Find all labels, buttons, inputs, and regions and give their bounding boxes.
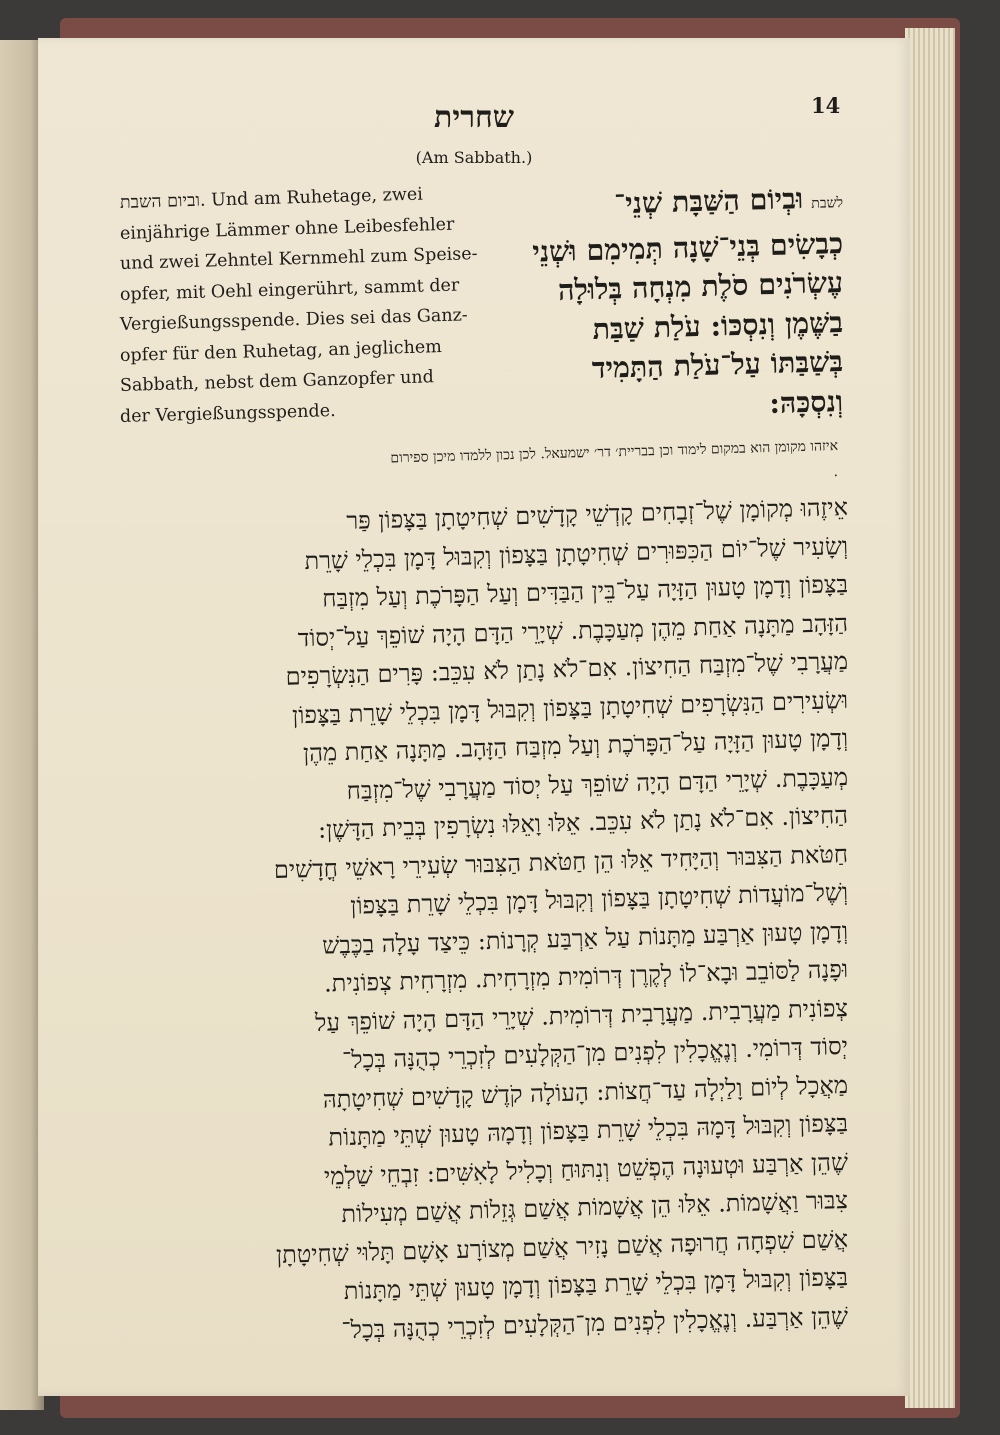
verse-line: בְּשַׁבַּתּוֹ עַל־עֹלַת הַתָּמִיד [591,344,844,386]
german-line: und zwei Zehntel Kernmehl zum Speise- [119,244,478,274]
text-line: אֵיזֶהוּ מְקוֹמָן שֶׁל־זְבָחִים קָדְשֵׁי קָדָשִׁים שְׁחִיטָתָן בַּצָּפוֹן פַּר [345,493,849,536]
note-line: איזהו מקומן הוא במקום לימוד וכן בבריית׳ דר׳ ישמעאל. לכן נכון ללמדו מיכן ספירום [390,438,839,467]
text-line: וְדָמָן טָעוּן אַרְבַּע מַתָּנוֹת עַל אַרְבַּע קְרָנוֹת: כֵּיצַד עָלָה בַכֶּבֶשׁ [321,916,849,960]
text-line: שֶׁהֵן אַרְבַּע. וְנֶאֱכָלִין לִפְנִים מִן־הַקְּלָעִים לְזִכְרֵי כְהֻנָּה בְּכָל־ [341,1301,849,1344]
text-line: צִבּוּר וַאֲשָׁמוֹת. אֵלּוּ הֵן אֲשָׁמוֹת אֲשַׁם גְּזֵלוֹת אֲשַׁם מְעִילוֹת [340,1186,849,1229]
text-line: בַּצָּפוֹן וְקִבּוּל דָּמָן בִּכְלֵי שָׁרֵת בַּצָּפוֹן וְדָמָן טָעוּן שְׁתֵּי מַתָּנוֹת [343,1263,849,1306]
german-line: opfer, mit Oehl eingerührt, sammt der [119,275,460,305]
book-page [38,38,910,1396]
page-number: 14 [811,93,841,118]
verse-line: וְנִסְכָּהּ: [768,383,844,420]
text-line: הַחִיצוֹן. אִם־לֹא נָתַן לֹא עִכֵּב. אֵלּוּ וָאֵלּוּ נִשְׂרָפִין בְּבֵית הַדָּשֶׁן: [317,801,849,844]
german-line: Vergießungsspende. Dies sei das Ganz- [119,305,468,335]
verse-line: כְבָשִׂים בְּנֵי־שָׁנָה תְּמִימִם וּשְׁנֵי [531,225,844,269]
text-line: בַּצָּפוֹן וְדָמָן טָעוּן הַזָּיָה עַל־בֵּין הַבַּדִּים וְעַל הַפָּרֹכֶת וְעַל מִזְבַּח [321,570,849,613]
text-line: צְפוֹנִית מַעֲרָבִית. מַעֲרָבִית דְּרוֹמִית. שְׁיָרֵי הַדָּם הָיָה שׁוֹפֵךְ עַל [314,993,849,1037]
german-translation [119,184,500,432]
text-line: חַטֹּאת הַצִּבּוּר וְהַיָּחִיד אֵלּוּ הֵן חַטֹּאת הַצִּבּוּר שְׂעִירֵי רָאשֵׁי חֳדָשִׁים [273,839,849,884]
text-line: שֶׁהֵן אַרְבַּע וּטְעוּנָה הֶפְשֵׁט וְנִתּוּחַ וְכָלִיל לָאִשִּׁים: זִבְחֵי שַׁלְמֵי [323,1147,849,1191]
german-line: וביום השבת. Und am Ruhetage, zwei [119,184,424,213]
text-line: וְדָמָן טָעוּן הַזָּיָה עַל־הַפָּרֹכֶת וְעַל מִזְבַּח הַזָּהָב. מַתָּנָה אַחַת מֵהֶן [302,724,849,768]
text-line: בַּצָּפוֹן וְקִבּוּל דָּמָהּ בִּכְלֵי שָׁרֵת בַּצָּפוֹן וְדָמָהּ טָעוּן שְׁתֵּי מַתָּנוֹת [328,1109,849,1152]
text-line: וּפָנָה לַסּוֹבֵב וּבָא־לוֹ לְקֶרֶן דְּרוֹמִית מִזְרָחִית. מִזְרָחִית צְפוֹנִית. [323,955,849,998]
german-line: Sabbath, nebst dem Ganzopfer und [119,367,435,396]
verse-line-text: וּבְיוֹם הַשַּׁבָּת שְׁנֵי־ [613,181,804,221]
main-hebrew-text [118,488,849,1344]
hebrew-title: שחרית [434,100,514,135]
german-line: der Vergießungsspende. [119,400,336,427]
german-line: einjährige Lämmer ohne Leibesfehler [119,214,455,244]
german-line: opfer für den Ruhetag, an jeglichem [119,336,443,366]
text-line: מַאֲכָל לְיוֹם וָלַיְלָה עַד־חֲצוֹת: הָעוֹלָה קֹדֶשׁ קָדָשִׁים שְׁחִיטָתָהּ [322,1070,849,1114]
text-line: יְסוֹד דְּרוֹמִי. וְנֶאֱכָלִין לִפְנִים מִן־הַקְּלָעִים לְזִכְרֵי כְהֻנָּה בְּכָל־ [341,1032,849,1075]
subtitle: (Am Sabbath.) [415,148,533,167]
text-line: אֲשַׁם שִׁפְחָה חֲרוּפָה אֲשַׁם נָזִיר אֲשַׁם מְצוֹרָע אָשָׁם תָּלוּי שְׁחִיטָתָן [275,1224,849,1269]
verse-line: בַשֶּׁמֶן וְנִסְכּוֹ: עֹלַת שַׁבַּת [592,304,844,346]
verse-margin-note: לשבת [811,195,844,212]
verse-line: עֶשְׂרֹנִים סֹלֶת מִנְחָה בְּלוּלָה [557,265,844,307]
note-line: . [833,464,839,481]
text-line: מַעֲרָבִי שֶׁל־מִזְבַּח הַחִיצוֹן. אִם־לֹא נָתַן לֹא עִכֵּב: פָּרִים הַנִּשְׂרָפִים [285,647,849,691]
editorial-note [138,433,838,485]
text-line: הַזָּהָב מַתָּנָה אַחַת מֵהֶן מְעַכָּבֶת. שְׁיָרֵי הַדָּם הָיָה שׁוֹפֵךְ עַל־יְסוֹד [297,608,849,652]
text-line: וְשָׂעִיר שֶׁל־יוֹם הַכִּפּוּרִים שְׁחִיטָתָן בַּצָּפוֹן וְקִבּוּל דָּמָן בִּכְלֵי שָׁרֵת [304,531,849,575]
text-line: וּשְׂעִירִים הַנִּשְׂרָפִים שְׁחִיטָתָן בַּצָּפוֹן וְקִבּוּל דָּמָן בִּכְלֵי שָׁרֵת בַּצָּפוֹן [291,685,849,730]
text-line: מְעַכָּבֶת. שְׁיָרֵי הַדָּם הָיָה שׁוֹפֵךְ עַל יְסוֹד מַעֲרָבִי שֶׁל־מִזְבַּח [346,762,849,805]
hebrew-verse [493,178,843,421]
page-edges [905,28,955,1408]
text-line: וְשֶׁל־מוֹעֲדוֹת שְׁחִיטָתָן בַּצָּפוֹן וְקִבּוּל דָּמָן בִּכְלֵי שָׁרֵת בַּצָּפוֹן [349,878,849,920]
